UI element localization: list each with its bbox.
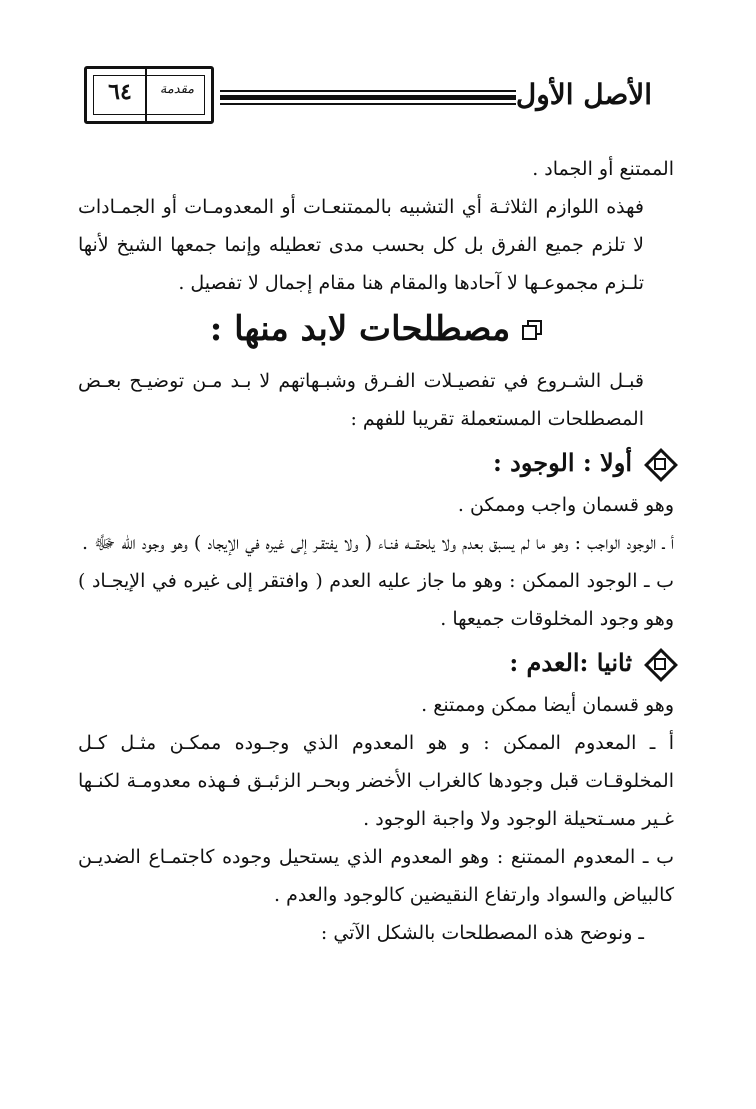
subheading-wujud — [78, 444, 674, 482]
section-heading-text: مصطلحات لابد منها : — [209, 309, 511, 349]
paragraph-adam-types: وهو قسمان أيضا ممكن وممتنع . — [421, 694, 674, 716]
square-bullet-icon — [524, 320, 542, 338]
paragraph-madum-mumtani: ب ـ المعدوم الممتنع : وهو المعدوم الذي يستحيل وجوده كاجتمـاع الضديـن كالبياض والسواد وارتفاع النقيضين كالوجود والعدم . — [78, 846, 674, 906]
paragraph-intro: قبـل الشـروع في تفصيـلات الفـرق وشبـهاتهم لا بـد مـن توضيـح بعـض المصطلحات المستعملة تقريبا للفهم : — [78, 370, 644, 430]
running-title: الأصل الأول — [515, 78, 652, 111]
diamond-bullet-icon — [644, 448, 674, 478]
page-number: ٦٤ — [108, 79, 132, 105]
page-header — [0, 0, 756, 130]
paragraph-continuation: الممتنع أو الجماد . — [532, 158, 674, 180]
subheading-adam-text: ثانيا :العدم : — [509, 648, 632, 677]
section-heading — [78, 310, 674, 348]
chapter-tag: مقدمة — [159, 82, 195, 97]
paragraph-lawazim: فهذه اللوازم الثلاثـة أي التشبيه بالممتنعـات أو المعدومـات أو الجمـادات لا تلزم جميع الفرق بل كل بحسب مدى تعطيله وإنما جمعها الشيخ لأنها تلـزم مجموعـها لا آحادها والمقام هنا مقام إجمال لا تفصيل . — [78, 196, 644, 294]
paragraph-wajib: أ ـ الوجود الواجب : وهو ما لم يسبق بعدم ولا يلحقــه فنـاء ( ولا يفتقـر إلى غيره في الإيجاد ) وهو وجود الله ﷻ . — [81, 532, 674, 554]
paragraph-wujud-types: وهو قسمان واجب وممكن . — [457, 494, 674, 516]
page-body — [78, 150, 674, 952]
paragraph-mumkin: ب ـ الوجود الممكن : وهو ما جاز عليه العدم ( وافتقر إلى غيره في الإيجـاد ) وهو وجود المخلوقات جميعها . — [78, 570, 674, 630]
diamond-bullet-icon — [644, 648, 674, 678]
subheading-adam — [78, 644, 674, 682]
paragraph-madum-mumkin: أ ـ المعدوم الممكن : و هو المعدوم الذي وجـوده ممكـن مثـل كـل المخلوقـات قبل وجودها كالغراب الأخضر وبحـر الزئبـق فـهذه معدومـة لكنـها غـير مسـتحيلة الوجود ولا واجبة الوجود . — [78, 732, 674, 830]
subheading-wujud-text: أولا : الوجود : — [492, 448, 632, 477]
paragraph-diagram-intro: ـ ونوضح هذه المصطلحات بالشكل الآتي : — [320, 922, 644, 944]
